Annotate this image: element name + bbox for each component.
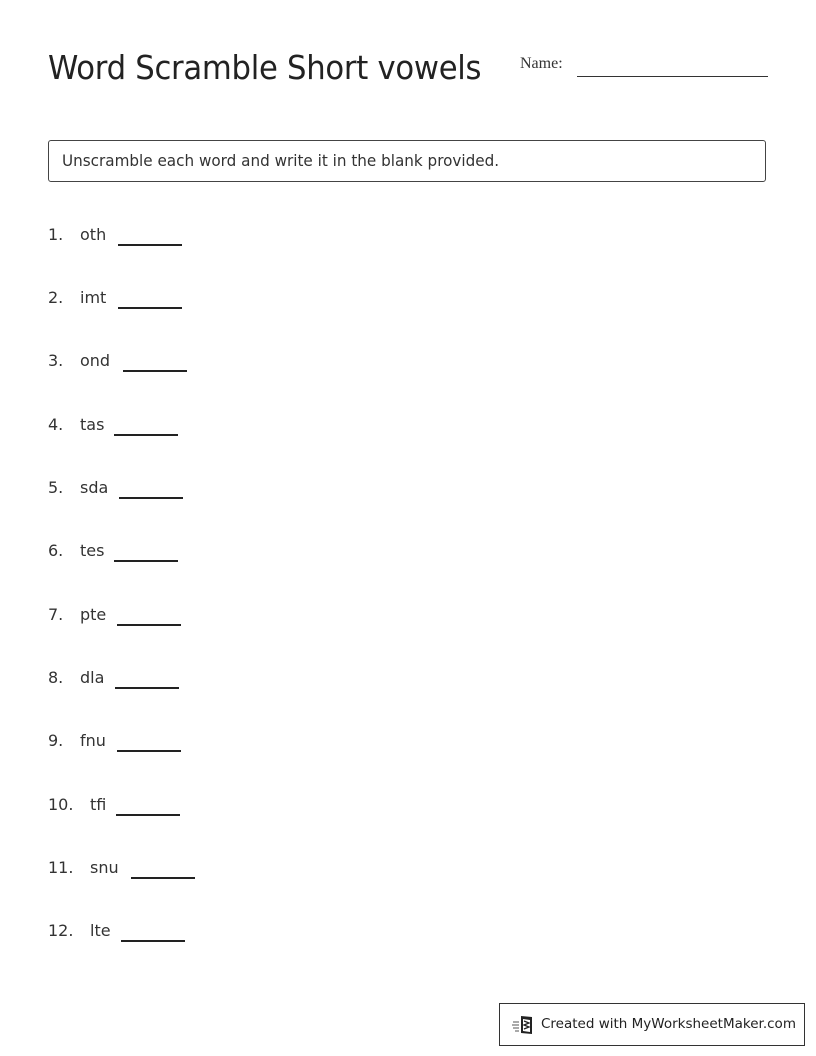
item-number: 2.: [48, 288, 64, 307]
answer-blank[interactable]: [114, 560, 178, 562]
item-number: 7.: [48, 605, 64, 624]
answer-blank[interactable]: [123, 370, 187, 372]
name-label: Name:: [520, 55, 563, 72]
scrambled-word: fnu: [80, 731, 106, 750]
scrambled-word: oth: [80, 225, 107, 244]
answer-blank[interactable]: [131, 877, 195, 879]
answer-blank[interactable]: [121, 940, 185, 942]
answer-blank[interactable]: [117, 750, 181, 752]
scrambled-word: pte: [80, 605, 107, 624]
item-number: 11.: [48, 858, 74, 877]
instructions-text: Unscramble each word and write it in the blank provided.: [62, 151, 500, 170]
name-field-line[interactable]: [577, 76, 768, 77]
created-with-text: Created with MyWorksheetMaker.com: [541, 1016, 796, 1032]
item-number: 4.: [48, 415, 64, 434]
answer-blank[interactable]: [118, 307, 182, 309]
scrambled-word: lte: [90, 921, 111, 940]
answer-blank[interactable]: [114, 434, 178, 436]
answer-blank[interactable]: [117, 624, 181, 626]
item-number: 10.: [48, 795, 74, 814]
item-number: 5.: [48, 478, 64, 497]
scrambled-word: sda: [80, 478, 109, 497]
scrambled-word: tes: [80, 541, 105, 560]
item-number: 9.: [48, 731, 64, 750]
created-with-badge[interactable]: [499, 1003, 805, 1046]
worksheet-maker-logo-icon: [512, 1014, 536, 1036]
answer-blank[interactable]: [115, 687, 179, 689]
worksheet-title: Word Scramble Short vowels: [48, 48, 482, 87]
scrambled-word: dla: [80, 668, 105, 687]
scrambled-word: tas: [80, 415, 105, 434]
answer-blank[interactable]: [119, 497, 183, 499]
answer-blank[interactable]: [116, 814, 180, 816]
item-number: 12.: [48, 921, 74, 940]
item-number: 1.: [48, 225, 64, 244]
item-number: 6.: [48, 541, 64, 560]
instructions-box: [48, 140, 766, 182]
item-number: 8.: [48, 668, 64, 687]
answer-blank[interactable]: [118, 244, 182, 246]
scrambled-word: snu: [90, 858, 119, 877]
scrambled-word: ond: [80, 351, 111, 370]
item-number: 3.: [48, 351, 64, 370]
scrambled-word: imt: [80, 288, 107, 307]
scrambled-word: tfi: [90, 795, 107, 814]
